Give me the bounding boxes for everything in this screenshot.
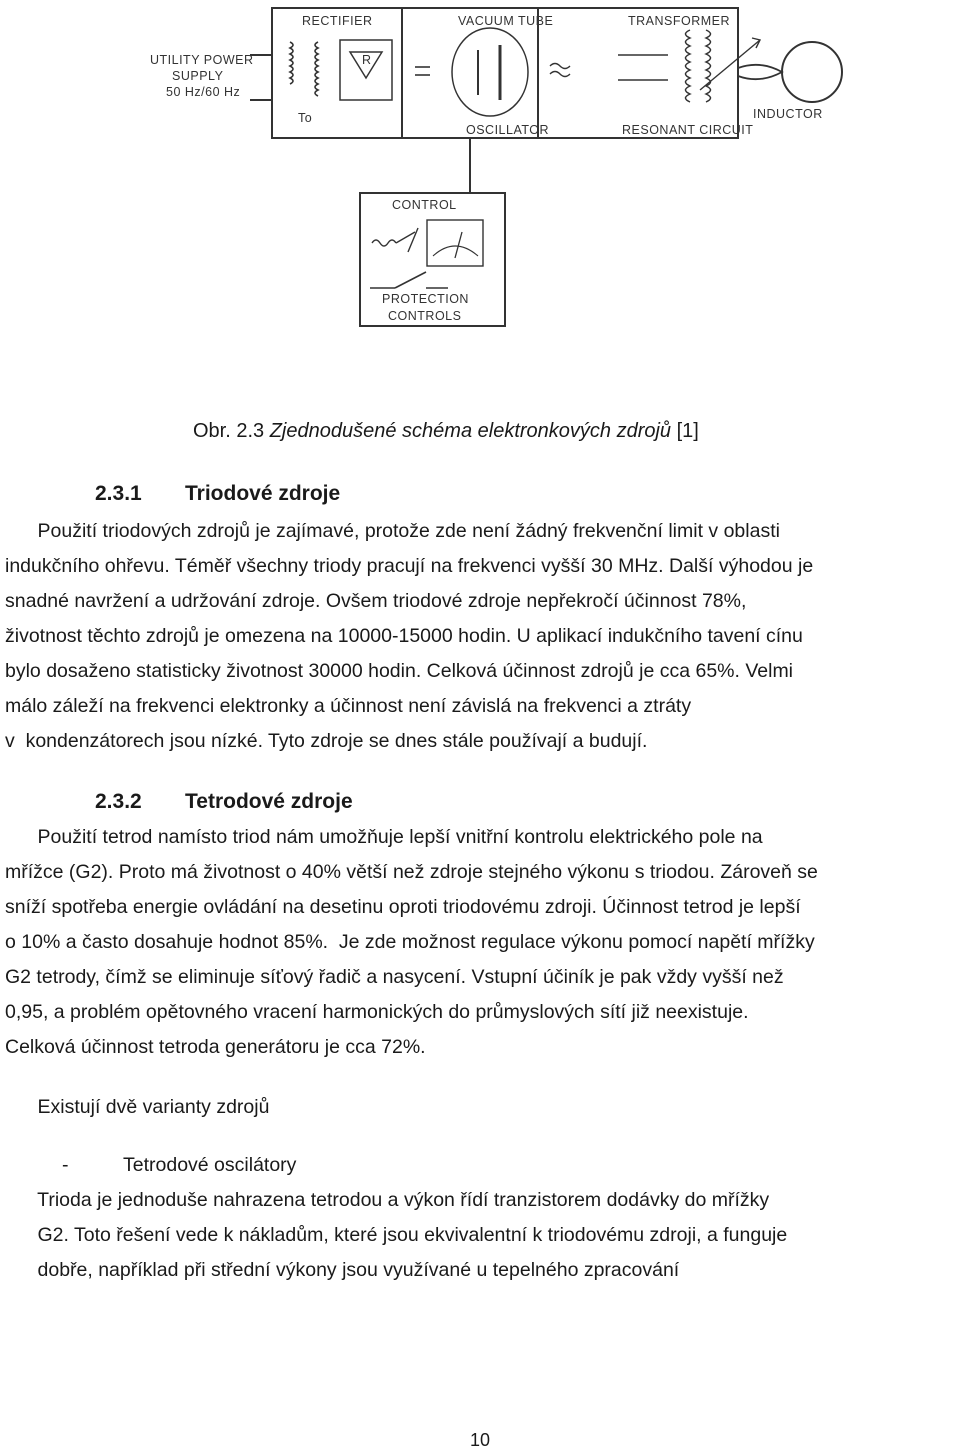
section-number: 2.3.1 xyxy=(95,482,142,505)
paragraph-line: Trioda je jednoduše nahrazena tetrodou a výkon řídí tranzistorem dodávky do mřížky xyxy=(5,1189,770,1211)
section-heading-triode xyxy=(95,482,340,506)
label-supply: SUPPLY xyxy=(172,69,224,83)
paragraph-line: životnost těchto zdrojů je omezena na 10000-15000 hodin. U aplikací indukčního tavení cínu xyxy=(5,625,803,647)
label-oscillator: OSCILLATOR xyxy=(466,123,550,137)
rectifier-inner-box xyxy=(340,40,392,100)
variants-intro: Existují dvě varianty zdrojů xyxy=(5,1096,270,1118)
caption-text: Zjednodušené schéma elektronkových zdrojů xyxy=(269,420,672,442)
label-protection: PROTECTION xyxy=(382,292,469,306)
figure-caption xyxy=(193,420,699,443)
label-to: To xyxy=(298,111,313,125)
resonant-coil xyxy=(686,30,711,102)
protection-switch xyxy=(370,272,448,288)
section-title: Triodové zdroje xyxy=(185,482,341,505)
vacuum-tube-envelope xyxy=(452,28,528,116)
paragraph-line: 0,95, a problém opětovného vracení harmonických do průmyslových sítí již neexistuje. xyxy=(5,1001,749,1023)
section-heading-tetrode xyxy=(95,790,353,814)
page-number: 10 xyxy=(470,1430,491,1450)
block-diagram xyxy=(0,0,960,400)
paragraph-line: indukčního ohřevu. Téměř všechny triody pracují na frekvenci vyšší 30 MHz. Další výhodou je xyxy=(5,555,814,577)
control-meter xyxy=(427,220,483,266)
paragraph-line: v kondenzátorech jsou nízké. Tyto zdroje se dnes stále používají a budují. xyxy=(5,730,648,752)
caption-reference: [1] xyxy=(676,420,699,442)
label-frequency: 50 Hz/60 Hz xyxy=(166,85,241,99)
paragraph-line: G2. Toto řešení vede k nákladům, které jsou ekvivalentní k triodovému zdroji, a funguje xyxy=(5,1224,788,1246)
paragraph-line: o 10% a často dosahuje hodnot 85%. Je zde možnost regulace výkonu pomocí napětí mřížky xyxy=(5,931,815,953)
rectifier-transformer-coil xyxy=(290,42,318,96)
paragraph-line: Použití triodových zdrojů je zajímavé, protože zde není žádný frekvenční limit v oblasti xyxy=(5,520,780,542)
label-controls: CONTROLS xyxy=(388,309,462,323)
caption-number: Obr. 2.3 xyxy=(193,420,265,442)
paragraph-line: Celková účinnost tetroda generátoru je cca 72%. xyxy=(5,1036,426,1058)
label-resonant-circuit: RESONANT CIRCUIT xyxy=(622,123,754,137)
paragraph-line: dobře, například při střední výkony jsou využívané u tepelného zpracování xyxy=(5,1259,680,1281)
paragraph-line: sníží spotřeba energie ovládání na desetinu oproti triodovému zdroji. Účinnost tetrod je lepší xyxy=(5,896,801,918)
section-number: 2.3.2 xyxy=(95,790,142,813)
list-dash: - xyxy=(62,1154,69,1176)
paragraph-line: málo záleží na frekvenci elektronky a účinnost není závislá na frekvenci a ztráty xyxy=(5,695,692,717)
paragraph-line: snadné navržení a udržování zdroje. Ovšem triodové zdroje nepřekročí účinnost 78%, xyxy=(5,590,747,612)
inductor-coil xyxy=(782,42,842,102)
paragraph-line: Použití tetrod namísto triod nám umožňuje lepší vnitřní kontrolu elektrického pole na xyxy=(5,826,763,848)
label-inductor: INDUCTOR xyxy=(753,107,823,121)
inductor-lead xyxy=(738,65,782,79)
paragraph-line: mřížce (G2). Proto má životnost o 40% větší než zdroje stejného výkonu s triodou. Zároveň se xyxy=(5,861,818,883)
label-control: CONTROL xyxy=(392,198,457,212)
label-rectifier: RECTIFIER xyxy=(302,14,373,28)
section-title: Tetrodové zdroje xyxy=(185,790,353,813)
paragraph-line: G2 tetrody, čímž se eliminuje síťový řadič a nasycení. Vstupní účiník je pak vždy vyšší než xyxy=(5,966,784,988)
list-item-tetrode-oscillators: Tetrodové oscilátory xyxy=(123,1154,297,1176)
label-transformer: TRANSFORMER xyxy=(628,14,731,28)
label-utility-power: UTILITY POWER xyxy=(150,53,254,67)
paragraph-line: bylo dosaženo statisticky životnost 30000 hodin. Celková účinnost zdrojů je cca 65%. Velmi xyxy=(5,660,794,682)
label-vacuum-tube: VACUUM TUBE xyxy=(458,14,554,28)
label-rectifier-r: R xyxy=(362,53,372,67)
control-resistor xyxy=(372,228,418,252)
